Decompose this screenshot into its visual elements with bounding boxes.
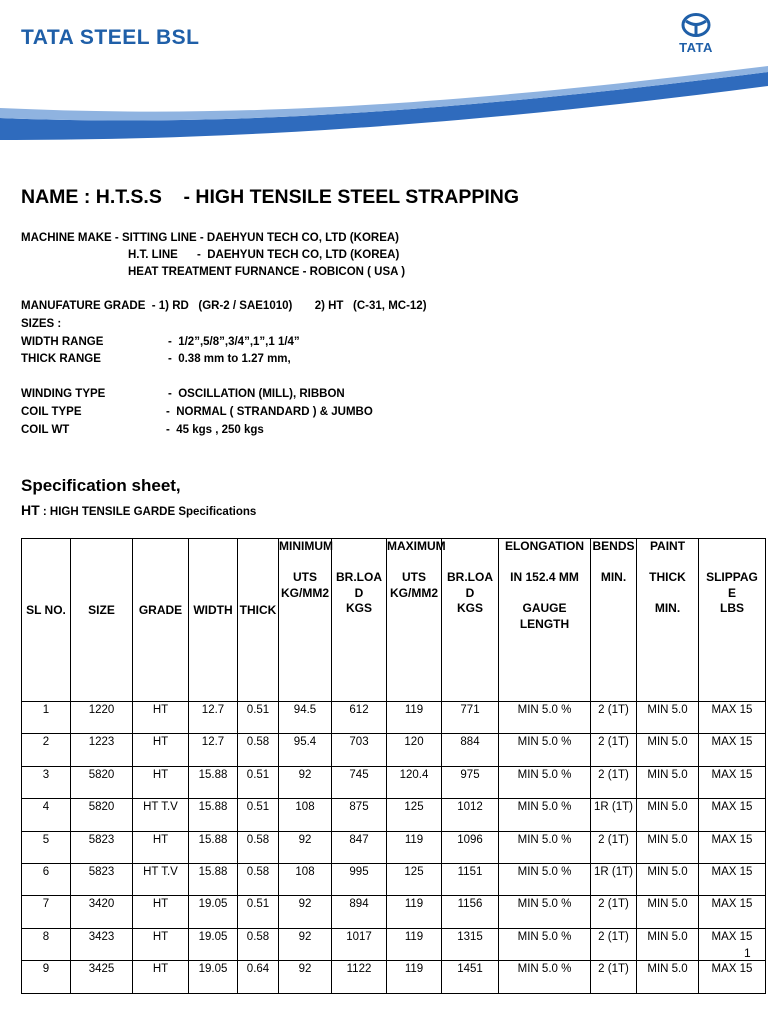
sizes-label: SIZES :: [21, 318, 62, 330]
cell-bends: 2 (1T): [591, 831, 637, 863]
cell-max-uts: 119: [387, 961, 442, 993]
cell-slippage: MAX 15: [699, 928, 766, 960]
width-range-label: WIDTH RANGE: [21, 336, 104, 348]
cell-paint-thick: MIN 5.0: [637, 702, 699, 734]
cell-min-brload: 847: [332, 831, 387, 863]
cell-thick: 0.58: [238, 863, 279, 895]
cell-elongation: MIN 5.0 %: [499, 766, 591, 798]
cell-slippage: MAX 15: [699, 766, 766, 798]
header-slippage: SLIPPAG E LBS: [699, 539, 766, 702]
cell-width: 15.88: [189, 863, 238, 895]
cell-elongation: MIN 5.0 %: [499, 702, 591, 734]
cell-min-uts: 95.4: [279, 734, 332, 766]
cell-grade: HT T.V: [133, 799, 189, 831]
cell-slippage: MAX 15: [699, 734, 766, 766]
cell-min-uts: 92: [279, 961, 332, 993]
table-row: [22, 863, 766, 895]
cell-slippage: MAX 15: [699, 831, 766, 863]
cell-elongation: MIN 5.0 %: [499, 734, 591, 766]
table-row: [22, 961, 766, 993]
header-max-brload: BR.LOA D KGS: [442, 539, 499, 702]
cell-elongation: MIN 5.0 %: [499, 863, 591, 895]
cell-grade: HT: [133, 766, 189, 798]
coil-wt-label: COIL WT: [21, 424, 70, 436]
cell-bends: 2 (1T): [591, 734, 637, 766]
cell-width: 15.88: [189, 799, 238, 831]
cell-sl-no: 7: [22, 896, 71, 928]
header-width: WIDTH: [189, 539, 238, 702]
cell-min-brload: 1017: [332, 928, 387, 960]
thick-range-label: THICK RANGE: [21, 353, 101, 365]
heat-treatment-line: HEAT TREATMENT FURNANCE - ROBICON ( USA ): [128, 266, 406, 278]
table-row: [22, 734, 766, 766]
cell-min-brload: 703: [332, 734, 387, 766]
cell-sl-no: 8: [22, 928, 71, 960]
cell-max-uts: 119: [387, 896, 442, 928]
cell-min-uts: 108: [279, 799, 332, 831]
cell-thick: 0.51: [238, 766, 279, 798]
ht-subheading-text: : HIGH TENSILE GARDE Specifications: [39, 506, 257, 518]
cell-elongation: MIN 5.0 %: [499, 961, 591, 993]
cell-size: 1223: [71, 734, 133, 766]
cell-max-brload: 975: [442, 766, 499, 798]
spec-table: [21, 538, 766, 994]
cell-max-uts: 119: [387, 928, 442, 960]
header-thick: THICK: [238, 539, 279, 702]
cell-min-brload: 875: [332, 799, 387, 831]
cell-slippage: MAX 15: [699, 896, 766, 928]
brand-name: TATA STEEL BSL: [21, 26, 200, 49]
cell-sl-no: 4: [22, 799, 71, 831]
page-title: NAME : H.T.S.S - HIGH TENSILE STEEL STRAPPING: [21, 186, 520, 208]
cell-slippage: MAX 15: [699, 961, 766, 993]
cell-bends: 2 (1T): [591, 896, 637, 928]
cell-slippage: MAX 15: [699, 702, 766, 734]
header-grade: GRADE: [133, 539, 189, 702]
ht-prefix: HT: [21, 502, 40, 518]
cell-min-brload: 894: [332, 896, 387, 928]
cell-paint-thick: MIN 5.0: [637, 766, 699, 798]
cell-size: 5820: [71, 799, 133, 831]
cell-grade: HT: [133, 896, 189, 928]
cell-width: 19.05: [189, 928, 238, 960]
width-range-value: - 1/2”,5/8”,3/4”,1”,1 1/4”: [168, 336, 300, 348]
ht-line-line: H.T. LINE - DAEHYUN TECH CO, LTD (KOREA): [128, 249, 400, 261]
cell-width: 12.7: [189, 734, 238, 766]
header-min-uts: MINIMUM UTS KG/MM2: [279, 539, 332, 702]
cell-min-brload: 1122: [332, 961, 387, 993]
cell-thick: 0.58: [238, 734, 279, 766]
cell-max-brload: 1151: [442, 863, 499, 895]
cell-size: 1220: [71, 702, 133, 734]
cell-slippage: MAX 15: [699, 863, 766, 895]
cell-bends: 1R (1T): [591, 863, 637, 895]
cell-thick: 0.51: [238, 896, 279, 928]
spec-sheet-heading: Specification sheet,: [21, 476, 181, 495]
cell-max-uts: 125: [387, 799, 442, 831]
cell-grade: HT: [133, 702, 189, 734]
table-row: [22, 702, 766, 734]
cell-slippage: MAX 15: [699, 799, 766, 831]
cell-min-uts: 92: [279, 766, 332, 798]
cell-paint-thick: MIN 5.0: [637, 928, 699, 960]
cell-min-uts: 92: [279, 896, 332, 928]
cell-sl-no: 3: [22, 766, 71, 798]
cell-grade: HT: [133, 961, 189, 993]
cell-width: 15.88: [189, 831, 238, 863]
cell-elongation: MIN 5.0 %: [499, 799, 591, 831]
cell-paint-thick: MIN 5.0: [637, 734, 699, 766]
table-row: [22, 896, 766, 928]
ht-spec-subheading: [21, 502, 256, 518]
table-row: [22, 928, 766, 960]
cell-max-brload: 1156: [442, 896, 499, 928]
table-row: [22, 799, 766, 831]
cell-elongation: MIN 5.0 %: [499, 928, 591, 960]
cell-max-uts: 120: [387, 734, 442, 766]
cell-sl-no: 6: [22, 863, 71, 895]
winding-type-value: - OSCILLATION (MILL), RIBBON: [168, 388, 345, 400]
header-paint-thick: PAINT THICK MIN.: [637, 539, 699, 702]
cell-max-brload: 884: [442, 734, 499, 766]
header-max-uts: MAXIMUM UTS KG/MM2: [387, 539, 442, 702]
cell-min-uts: 92: [279, 928, 332, 960]
cell-thick: 0.64: [238, 961, 279, 993]
cell-min-brload: 995: [332, 863, 387, 895]
logo-wordmark: TATA: [679, 40, 713, 55]
cell-grade: HT: [133, 734, 189, 766]
cell-max-brload: 1315: [442, 928, 499, 960]
page-number: 1: [744, 946, 751, 960]
cell-grade: HT T.V: [133, 863, 189, 895]
cell-min-brload: 612: [332, 702, 387, 734]
cell-thick: 0.58: [238, 831, 279, 863]
cell-size: 3425: [71, 961, 133, 993]
cell-sl-no: 1: [22, 702, 71, 734]
machine-make-line: MACHINE MAKE - SITTING LINE - DAEHYUN TECH CO, LTD (KOREA): [21, 232, 399, 244]
cell-width: 12.7: [189, 702, 238, 734]
cell-paint-thick: MIN 5.0: [637, 799, 699, 831]
cell-max-uts: 120.4: [387, 766, 442, 798]
header-swoosh: [0, 60, 768, 142]
cell-max-uts: 119: [387, 831, 442, 863]
header-bends: BENDS MIN.: [591, 539, 637, 702]
cell-bends: 2 (1T): [591, 961, 637, 993]
cell-size: 5820: [71, 766, 133, 798]
cell-size: 3420: [71, 896, 133, 928]
cell-bends: 2 (1T): [591, 928, 637, 960]
cell-thick: 0.51: [238, 702, 279, 734]
cell-max-brload: 771: [442, 702, 499, 734]
cell-sl-no: 5: [22, 831, 71, 863]
cell-size: 5823: [71, 863, 133, 895]
cell-sl-no: 2: [22, 734, 71, 766]
thick-range-value: - 0.38 mm to 1.27 mm,: [168, 353, 291, 365]
cell-max-brload: 1096: [442, 831, 499, 863]
header-size: SIZE: [71, 539, 133, 702]
table-header-row: [22, 539, 766, 702]
winding-type-label: WINDING TYPE: [21, 388, 106, 400]
cell-width: 19.05: [189, 961, 238, 993]
header-sl-no: SL NO.: [22, 539, 71, 702]
cell-min-uts: 94.5: [279, 702, 332, 734]
cell-max-brload: 1451: [442, 961, 499, 993]
cell-max-uts: 125: [387, 863, 442, 895]
cell-max-brload: 1012: [442, 799, 499, 831]
cell-max-uts: 119: [387, 702, 442, 734]
table-row: [22, 766, 766, 798]
cell-width: 15.88: [189, 766, 238, 798]
page-header: [0, 0, 768, 150]
grade-line: MANUFATURE GRADE - 1) RD (GR-2 / SAE1010) 2) HT (C-31, MC-12): [21, 300, 427, 312]
cell-bends: 2 (1T): [591, 766, 637, 798]
cell-thick: 0.58: [238, 928, 279, 960]
cell-paint-thick: MIN 5.0: [637, 831, 699, 863]
cell-min-uts: 92: [279, 831, 332, 863]
coil-wt-value: - 45 kgs , 250 kgs: [166, 424, 264, 436]
cell-paint-thick: MIN 5.0: [637, 896, 699, 928]
cell-min-brload: 745: [332, 766, 387, 798]
cell-sl-no: 9: [22, 961, 71, 993]
table-row: [22, 831, 766, 863]
cell-bends: 2 (1T): [591, 702, 637, 734]
header-elongation: ELONGATION IN 152.4 MM GAUGE LENGTH: [499, 539, 591, 702]
cell-paint-thick: MIN 5.0: [637, 961, 699, 993]
cell-size: 5823: [71, 831, 133, 863]
cell-size: 3423: [71, 928, 133, 960]
cell-grade: HT: [133, 831, 189, 863]
coil-type-label: COIL TYPE: [21, 406, 82, 418]
coil-type-value: - NORMAL ( STRANDARD ) & JUMBO: [166, 406, 373, 418]
cell-bends: 1R (1T): [591, 799, 637, 831]
header-min-brload: BR.LOA D KGS: [332, 539, 387, 702]
cell-thick: 0.51: [238, 799, 279, 831]
cell-grade: HT: [133, 928, 189, 960]
cell-elongation: MIN 5.0 %: [499, 831, 591, 863]
cell-elongation: MIN 5.0 %: [499, 896, 591, 928]
cell-paint-thick: MIN 5.0: [637, 863, 699, 895]
cell-min-uts: 108: [279, 863, 332, 895]
cell-width: 19.05: [189, 896, 238, 928]
